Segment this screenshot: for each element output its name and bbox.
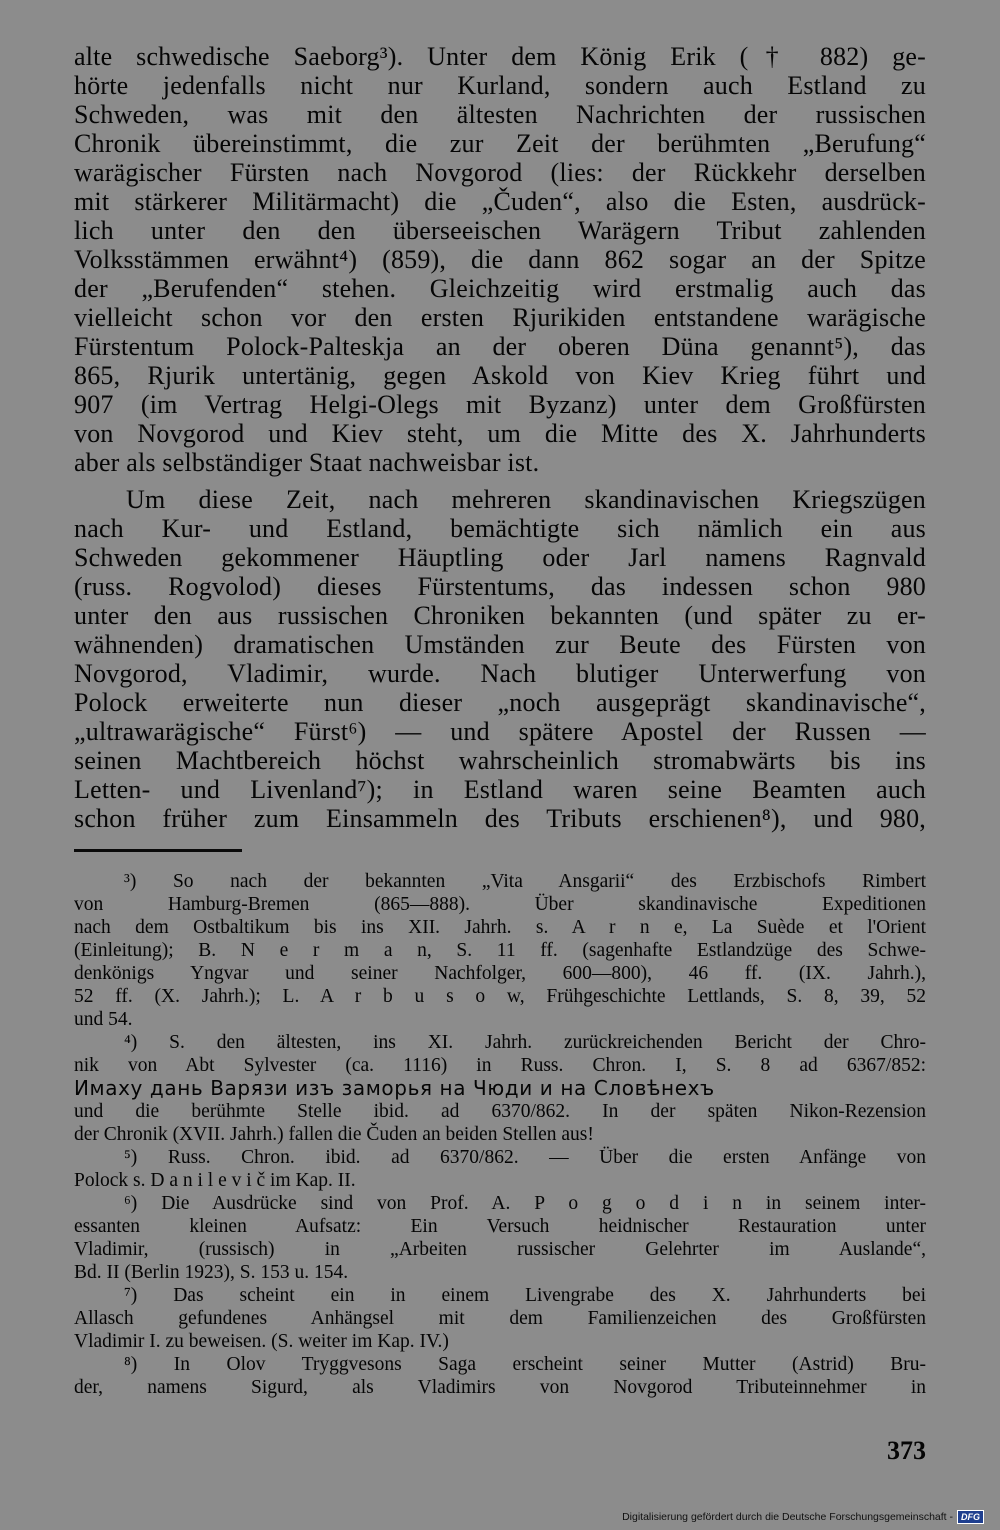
text-line: Novgorod, Vladimir, wurde. Nach blutiger Unterwerfung von (74, 659, 926, 688)
footnote-line: Vladimir, (russisch) in „Arbeiten russischer Gelehrter im Auslande“, (74, 1239, 926, 1260)
text-line: vielleicht schon vor den ersten Rjurikiden entstandene warägische (74, 303, 926, 332)
footnote-line: ⁷) Das scheint ein in einem Livengrabe des X. Jahrhunderts bei (124, 1285, 926, 1306)
footnote-line: und 54. (74, 1009, 133, 1030)
text-line: lich unter den den überseeischen Warägern Tribut zahlenden (74, 216, 926, 245)
text-line: Volksstämmen erwähnt⁴) (859), die dann 862 sogar an der Spitze (74, 245, 926, 274)
footnote-line: ³) So nach der bekannten „Vita Ansgarii“ des Erzbischofs Rimbert (124, 871, 926, 892)
text-line: 865, Rjurik untertänig, gegen Askold von Kiev Krieg führt und (74, 361, 926, 390)
footnote-line: der, namens Sigurd, als Vladimirs von Novgorod Tributeinnehmer in (74, 1377, 926, 1398)
text-line: warägischer Fürsten nach Novgorod (lies: der Rückkehr derselben (74, 158, 926, 187)
footnote-line: der Chronik (XVII. Jahrh.) fallen die Čuden an beiden Stellen aus! (74, 1124, 594, 1145)
dfg-logo: DFG (957, 1510, 984, 1524)
footnote-line: Имаху дань Варязи изъ заморья на Чюди и на Словѣнехъ (74, 1076, 715, 1100)
text-line: seinen Machtbereich höchst wahrscheinlich stromabwärts bis ins (74, 746, 926, 775)
text-line: Schweden gekommener Häuptling oder Jarl namens Ragnvald (74, 543, 926, 572)
footnote-line: (Einleitung); B. N e r m a n, S. 11 ff. (sagenhafte Estlandzüge des Schwe- (74, 940, 926, 961)
footnote-line: ⁶) Die Ausdrücke sind von Prof. A. P o g o d i n in seinem inter- (124, 1193, 926, 1214)
text-line: wähnenden) dramatischen Umständen zur Beute des Fürsten von (74, 630, 926, 659)
text-line: Chronik übereinstimmt, die zur Zeit der berühmten „Berufung“ (74, 129, 926, 158)
footer-credit-text: Digitalisierung gefördert durch die Deutsche Forschungsgemeinschaft - (622, 1511, 953, 1523)
footnote-line: Allasch gefundenes Anhängsel mit dem Familienzeichen des Großfürsten (74, 1308, 926, 1329)
footnote-separator-rule (74, 849, 242, 852)
footnotes (74, 870, 926, 1399)
text-line: mit stärkerer Militärmacht) die „Čuden“, also die Esten, ausdrück- (74, 187, 926, 216)
text-line: schon früher zum Einsammeln des Tributs erschienen⁸), und 980, (74, 804, 926, 833)
text-line: Letten- und Livenland⁷); in Estland waren seine Beamten auch (74, 775, 926, 804)
text-line: von Novgorod und Kiev steht, um die Mitte des X. Jahrhunderts (74, 419, 926, 448)
footnote-line: essanten kleinen Aufsatz: Ein Versuch heidnischer Restauration unter (74, 1216, 926, 1237)
digitization-footer (622, 1510, 984, 1524)
text-line: Schweden, was mit den ältesten Nachrichten der russischen (74, 100, 926, 129)
footnote-line: 52 ff. (X. Jahrh.); L. A r b u s o w, Frühgeschichte Lettlands, S. 8, 39, 52 (74, 986, 926, 1007)
text-line: aber als selbständiger Staat nachweisbar ist. (74, 448, 540, 477)
footnote-line: Bd. II (Berlin 1923), S. 153 u. 154. (74, 1262, 349, 1283)
paragraph-gap (74, 477, 926, 485)
text-line: Um diese Zeit, nach mehreren skandinavischen Kriegszügen (126, 485, 926, 514)
text-line: „ultrawarägische“ Fürst⁶) — und spätere Apostel der Russen — (74, 717, 926, 746)
footnote-line: von Hamburg-Bremen (865—888). Über skandinavische Expeditionen (74, 894, 926, 915)
footnote-line: ⁸) In Olov Tryggvesons Saga erscheint seiner Mutter (Astrid) Bru- (124, 1354, 926, 1375)
text-line: alte schwedische Saeborg³). Unter dem König Erik († 882) ge- (74, 42, 926, 71)
footnote-line: denkönigs Yngvar und seiner Nachfolger, 600—800), 46 ff. (IX. Jahrh.), (74, 963, 926, 984)
text-line: (russ. Rogvolod) dieses Fürstentums, das indessen schon 980 (74, 572, 926, 601)
paragraph-2 (74, 485, 926, 833)
text-line: 907 (im Vertrag Helgi-Olegs mit Byzanz) unter dem Großfürsten (74, 390, 926, 419)
text-line: Fürstentum Polock-Palteskja an der oberen Düna genannt⁵), das (74, 332, 926, 361)
footnote-line: nach dem Ostbaltikum bis ins XII. Jahrh. s. A r n e, La Suède et l'Orient (74, 917, 926, 938)
page-number: 373 (887, 1436, 926, 1465)
footnote-line: Vladimir I. zu beweisen. (S. weiter im Kap. IV.) (74, 1331, 449, 1352)
footnote-line: nik von Abt Sylvester (ca. 1116) in Russ. Chron. I, S. 8 ad 6367/852: (74, 1055, 926, 1076)
text-line: nach Kur- und Estland, bemächtigte sich nämlich ein aus (74, 514, 926, 543)
footnote-line: und die berühmte Stelle ibid. ad 6370/862. In der späten Nikon-Rezension (74, 1101, 926, 1122)
text-line: hörte jedenfalls nicht nur Kurland, sondern auch Estland zu (74, 71, 926, 100)
footnote-line: Polock s. D a n i l e v i č im Kap. II. (74, 1170, 356, 1191)
footnote-line: ⁴) S. den ältesten, ins XI. Jahrh. zurückreichenden Bericht der Chro- (124, 1032, 926, 1053)
text-line: unter den aus russischen Chroniken bekannten (und später zu er- (74, 601, 926, 630)
text-line: Polock erweiterte nun dieser „noch ausgeprägt skandinavische“, (74, 688, 926, 717)
footnote-line: ⁵) Russ. Chron. ibid. ad 6370/862. — Über die ersten Anfänge von (124, 1147, 926, 1168)
text-line: der „Berufenden“ stehen. Gleichzeitig wird erstmalig auch das (74, 274, 926, 303)
paragraph-1 (74, 42, 926, 477)
main-text (74, 42, 926, 833)
